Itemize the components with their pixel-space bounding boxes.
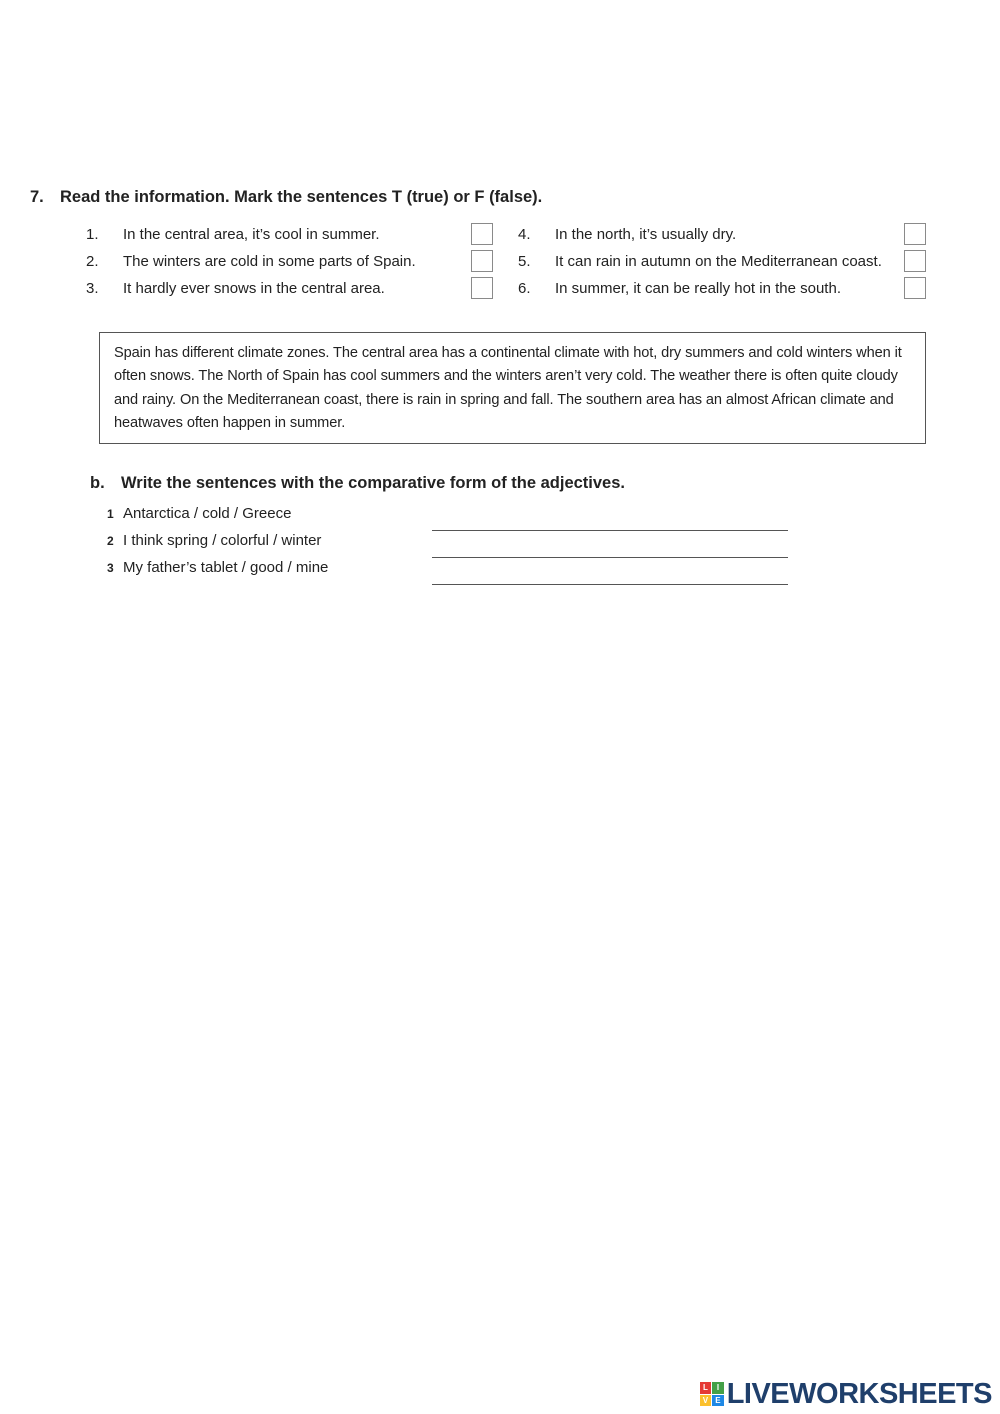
comparative-item-1 <box>107 503 797 525</box>
statement-number: 1. <box>86 226 99 243</box>
statement-number: 6. <box>518 280 531 297</box>
exercise-instruction: Read the information. Mark the sentences T (true) or F (false). <box>60 188 543 206</box>
item-prompt: I think spring / colorful / winter <box>123 532 322 549</box>
answer-input-2[interactable] <box>432 541 788 558</box>
item-prompt: My father’s tablet / good / mine <box>123 559 329 576</box>
statement-number: 4. <box>518 226 531 243</box>
item-prompt: Antarctica / cold / Greece <box>123 505 292 522</box>
answer-box-3[interactable] <box>471 277 493 299</box>
statement-text: In the north, it’s usually dry. <box>555 226 737 243</box>
statement-text: In the central area, it’s cool in summer. <box>123 226 380 243</box>
answer-box-4[interactable] <box>904 223 926 245</box>
statement-number: 3. <box>86 280 99 297</box>
brand-name: LIVEWORKSHEETS <box>726 1377 992 1410</box>
statement-number: 5. <box>518 253 531 270</box>
item-number: 1 <box>107 507 114 521</box>
statement-text: It hardly ever snows in the central area. <box>123 280 385 297</box>
logo-letter: E <box>712 1395 724 1407</box>
statement-text: The winters are cold in some parts of Spain. <box>123 253 416 270</box>
comparative-item-2 <box>107 530 797 552</box>
exercise-7-heading <box>30 188 542 207</box>
answer-box-5[interactable] <box>904 250 926 272</box>
liveworksheets-logo-icon <box>700 1382 724 1406</box>
logo-letter: V <box>700 1395 712 1407</box>
answer-box-1[interactable] <box>471 223 493 245</box>
reading-passage: Spain has different climate zones. The central area has a continental climate with hot, dry summers and cold winters when it often snows. The North of Spain has cool summers and the winters aren’t very cold. The weather there is often quite cloudy and rainy. On the Mediterranean coast, there is rain in spring and fall. The southern area has an almost African climate and heatwaves often happen in summer. <box>99 332 926 444</box>
exercise-b-heading <box>90 474 625 493</box>
answer-input-1[interactable] <box>432 514 788 531</box>
logo-letter: L <box>700 1382 712 1394</box>
exercise-number: 7. <box>30 188 44 206</box>
answer-box-2[interactable] <box>471 250 493 272</box>
comparative-item-3 <box>107 557 797 579</box>
answer-input-3[interactable] <box>432 568 788 585</box>
logo-letter: I <box>712 1382 724 1394</box>
item-number: 2 <box>107 534 114 548</box>
exercise-instruction: Write the sentences with the comparative form of the adjectives. <box>121 474 625 492</box>
liveworksheets-brand <box>700 1374 992 1414</box>
item-number: 3 <box>107 561 114 575</box>
statement-text: In summer, it can be really hot in the south. <box>555 280 841 297</box>
statement-text: It can rain in autumn on the Mediterranean coast. <box>555 253 882 270</box>
exercise-label: b. <box>90 474 105 492</box>
statement-number: 2. <box>86 253 99 270</box>
answer-box-6[interactable] <box>904 277 926 299</box>
